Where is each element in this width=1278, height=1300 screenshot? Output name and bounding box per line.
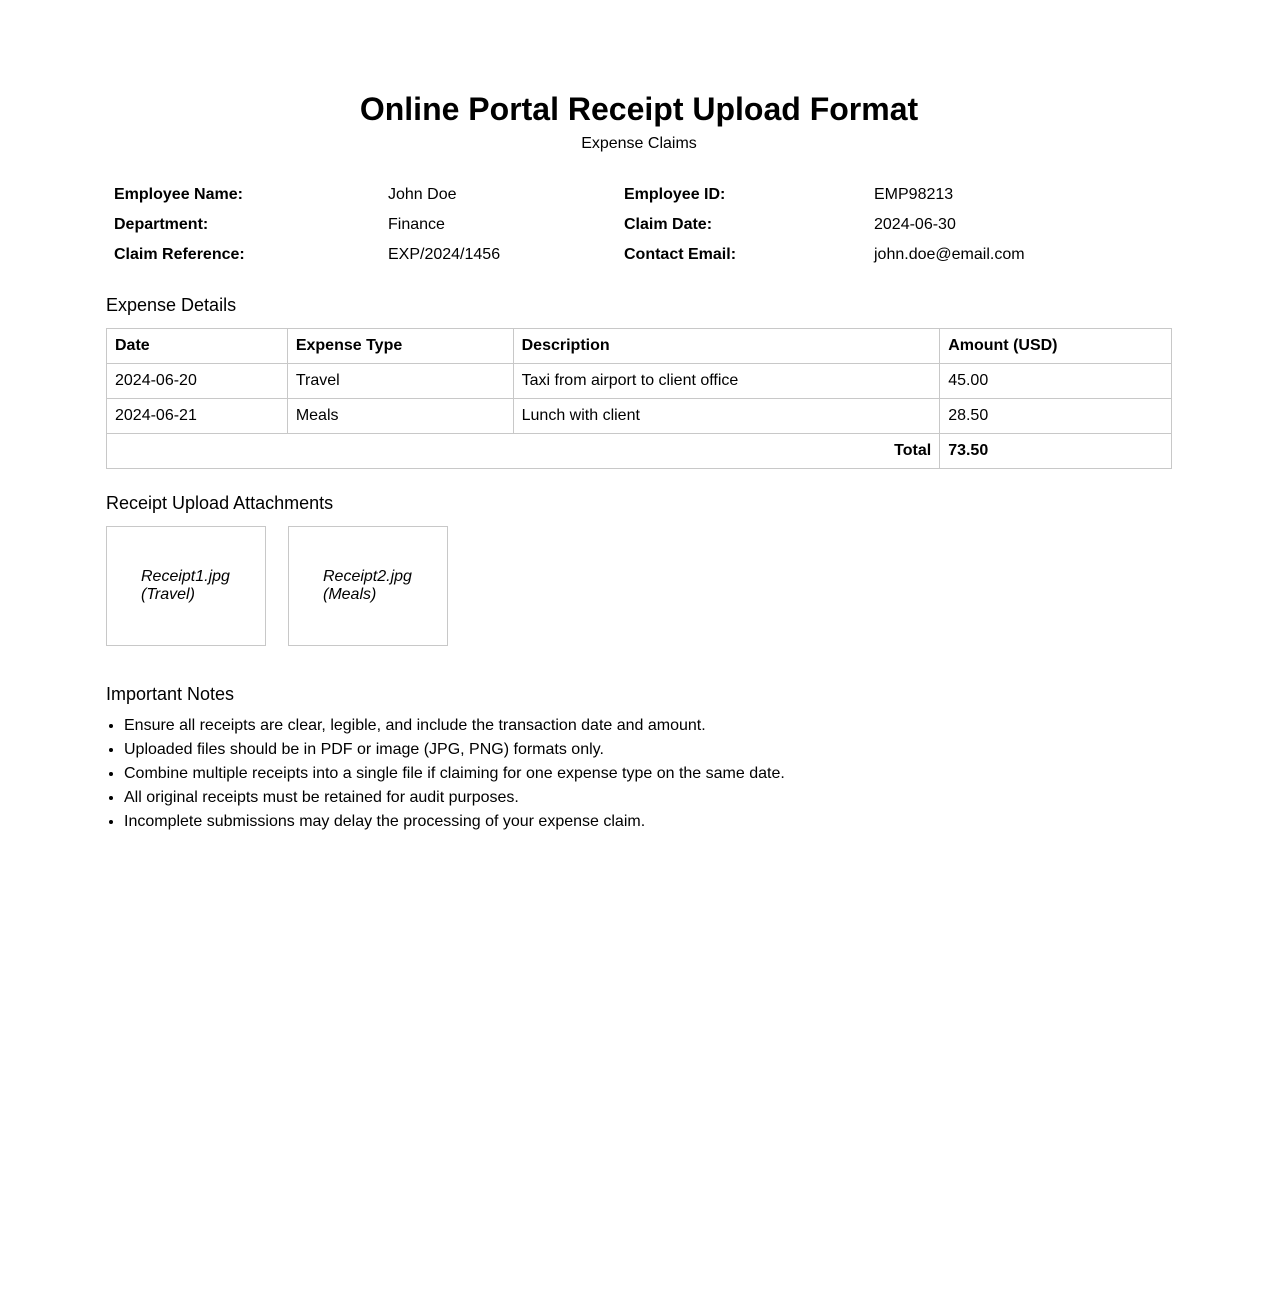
- table-row: [107, 399, 1172, 434]
- attachments-heading: Receipt Upload Attachments: [106, 493, 334, 513]
- attachment-label: [141, 568, 231, 604]
- column-header-amount: Amount (USD): [940, 329, 1172, 364]
- cell-description: Taxi from airport to client office: [513, 364, 940, 399]
- page-title: Online Portal Receipt Upload Format: [359, 91, 919, 127]
- list-item: • All original receipts must be retained for audit purposes.: [124, 786, 1164, 810]
- list-item: • Ensure all receipts are clear, legible, and include the transaction date and amount.: [124, 714, 1164, 738]
- department-label: Department:: [114, 216, 209, 233]
- column-header-date: Date: [107, 329, 288, 364]
- claim-date-value: 2024-06-30: [874, 216, 956, 233]
- cell-expense-type: Meals: [287, 399, 513, 434]
- table-row: [107, 364, 1172, 399]
- attachment-category: (Travel): [141, 586, 195, 603]
- attachment-filename: Receipt2.jpg: [323, 568, 412, 585]
- cell-date: 2024-06-21: [107, 399, 288, 434]
- contact-email-value: john.doe@email.com: [874, 246, 1025, 263]
- expense-details-heading: Expense Details: [106, 295, 237, 315]
- info-row: [106, 240, 1172, 270]
- page-subtitle: Expense Claims: [581, 135, 697, 152]
- cell-date: 2024-06-20: [107, 364, 288, 399]
- total-label: Total: [107, 434, 940, 469]
- cell-expense-type: Travel: [287, 364, 513, 399]
- attachment-label: [323, 568, 413, 604]
- attachment-category: (Meals): [323, 586, 377, 603]
- employee-id-label: Employee ID:: [624, 186, 726, 203]
- attachment-receipt2[interactable]: [288, 526, 448, 646]
- employee-name-value: John Doe: [388, 186, 457, 203]
- list-item: • Uploaded files should be in PDF or image (JPG, PNG) formats only.: [124, 738, 1164, 762]
- notes-heading: Important Notes: [106, 684, 235, 704]
- column-header-description: Description: [513, 329, 940, 364]
- info-row: [106, 210, 1172, 240]
- claim-reference-label: Claim Reference:: [114, 246, 245, 263]
- cell-amount: 45.00: [940, 364, 1172, 399]
- claim-reference-value: EXP/2024/1456: [388, 246, 501, 263]
- attachment-filename: Receipt1.jpg: [141, 568, 230, 585]
- claim-date-label: Claim Date:: [624, 216, 713, 233]
- info-row: [106, 180, 1172, 210]
- list-item: • Incomplete submissions may delay the processing of your expense claim.: [124, 810, 1164, 834]
- table-header-row: [107, 329, 1172, 364]
- total-value: 73.50: [940, 434, 1172, 469]
- expense-table: [106, 328, 1172, 469]
- employee-name-label: Employee Name:: [114, 186, 243, 203]
- contact-email-label: Contact Email:: [624, 246, 737, 263]
- department-value: Finance: [388, 216, 445, 233]
- notes-list: [106, 714, 1164, 834]
- attachments-list: [106, 526, 448, 646]
- employee-info-grid: [106, 180, 1172, 270]
- list-item: • Combine multiple receipts into a single file if claiming for one expense type on the same date.: [124, 762, 1164, 786]
- employee-id-value: EMP98213: [874, 186, 954, 203]
- cell-amount: 28.50: [940, 399, 1172, 434]
- attachment-receipt1[interactable]: [106, 526, 266, 646]
- total-row: [107, 434, 1172, 469]
- cell-description: Lunch with client: [513, 399, 940, 434]
- column-header-expense-type: Expense Type: [287, 329, 513, 364]
